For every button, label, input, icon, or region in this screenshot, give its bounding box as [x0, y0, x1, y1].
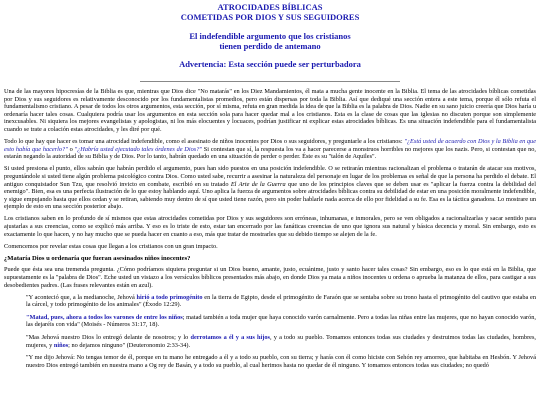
highlight: niños — [53, 341, 69, 349]
text: Todo lo que hay que hacer es tomar una atrocidad indefendible, como el asesinato de niños inocentes por Dios o sus seguidores, y preguntarle a los cristianos: — [4, 138, 405, 146]
text: Si usted presiona el punto, ellos sabrán que habrán perdido el argumento, pues han sido puestos en una posición indefendible. O se retirarán mientras racionalizan el problema o tratarán de atacar sus motivos, preguntándole si usted tiene algún problema psicológico contra Dios. Como usted sabe, recurrir a asesinar la naturaleza del personaje en lugar de los problemas es señal de que la persona ha perdido el debate. El antiguo conquistador Sun Tzu, que resolvió invicto en combate, escribió en su tratado — [4, 165, 536, 188]
text: en la tierra de Egipto, desde el primogénito de Faraón que se sentaba sobre su trono hasta el primogénito del cautivo que estaba en la cárcel, y todo primogénito de los animales" (Éxodo 12:29). — [26, 293, 536, 309]
paragraph-4: Los cristianos saben en lo profundo de sí mismos que estas atrocidades cometidas por Dios y sus seguidores son erróneas, inhumanas, e inmorales, pero se ven obligados a racionalizarlas y sacar sentido para ajustarlas a sus creencias, como se explicó más arriba. Y eso es lo triste de esto, estar tan encerrado por las fanáticas creencias de uno que ignora sus natural y básica decencia y moral. Sin embargo, esto es exactamente lo que hacen, y no hay mucho que se pueda hacer en cuanto a eso, más que tratar de mostrarles que su debido tiempo se alejen de la fe. — [4, 215, 536, 238]
bible-quote-2 — [26, 314, 536, 329]
intro-paragraph: Una de las mayores hipocresías de la Biblia es que, mientras que Dios dice "No matarás" en los Diez Mandamientos, él mata a mucha gente inocente en la Biblia. El tema de las atrocidades bíblicas cometidas por Dios y sus seguidores es relativamente desconocido por los fundamentalistas promedios, pero están dispersas por toda la Biblia. Así que dediqué una sección entera a este tema, porque él sólo refuta el fundamentalismo cristiano. A pesar de todos los otros argumentos, esta sección, por sí misma, refuta en gran medida la idea de que la Biblia es la palabra de Dios. Nadie en su sano juicio creería que Dios haría u ordenaría hacer tales cosas. Cualquiera podría usar los argumentos en esta sección sola para hacer quedar mal a los cristianos. Esta es la clase de cosas que las iglesias no discuten porque son simplemente inexcusables. Ni siquiera los mejores evangelistas y apologistas, ni los más elocuentes y locuaces, podrían justificar ni explicar estas atrocidades bíblicas. Es una situación indefendible para el fundamentalista cuando se trate a colación estas atrocidades, y les diré por qué. — [4, 88, 536, 133]
text: "Mas Jehová nuestro Dios lo entregó delante de nosotros; y lo — [26, 334, 191, 342]
book-title: El Arte de la Guerra — [230, 180, 286, 188]
page-title: ATROCIDADES BÍBLICAS — [217, 2, 323, 12]
bible-quote-3 — [26, 334, 536, 349]
page-title-line2: COMETIDAS POR DIOS Y SUS SEGUIDORES — [180, 12, 360, 22]
divider — [140, 81, 400, 82]
question-2: "¿Habría usted ejecutado tales órdenes de Dios?" — [74, 145, 202, 153]
question-1: "¿Está usted de acuerdo con Dios y la Biblia en que esto había que hacerlo?" — [4, 138, 536, 153]
subtitle: El indefendible argumento que los cristianos — [189, 31, 351, 41]
paragraph-5: Comencemos por revelar estas cosas que llegan a los cristianos con un gran impacto. — [4, 242, 218, 250]
highlight: "Matad, pues, ahora a todos los varones de entre los niños — [26, 313, 183, 321]
text: Si contestan que sí, la respuesta los va a hacer parecerse a monstruos horribles no mejores que los nazis. Pero, si contestan que no, estarán negando la autoridad de su Biblia y de Dios. Por lo tanto, habrán quedado en una situación de perder o perder. Éste es su "talón de Aquiles". — [4, 145, 536, 161]
text: ; no dejamos ninguno" (Deuteronomio 2:33-34). — [68, 341, 191, 349]
warning-text: Advertencia: Esta sección puede ser perturbadora — [179, 59, 361, 69]
highlight: hirió a todo primogénito — [136, 293, 203, 301]
text: ; matad también a toda mujer que haya conocido varón carnalmente. Pero a todas las niñas entre las mujeres, que no hayan conocido varón, las dejaréis con vida" (Moisés - Números 31:17, 18). — [26, 313, 536, 329]
text: que uno de los principios claves que se deben usar es "aplicar la fuerza contra la debilidad del enemigo". Bien, esa es una perfecta ilustración de lo que estoy hablando aquí. Uno aplica la fuerza de argumentos sobre atrocidades bíblicas contra su debilidad de estar en una posición moralmente indefendible, y sigue empujando hasta que ellos cedan y se retiran, sabiendo muy dentro de sí que usted tiene razón, pero sin poder hablarle nada acerca de ello por fidelidad a su fe. Esa es la táctica ganadora. Lo mostrare un ejemplo de esto en una sección posterior abajo. — [4, 180, 536, 211]
section-heading: ¿Mataría Dios u ordenaría que fueran asesinados niños inocentes? — [4, 254, 191, 262]
bible-quote-1 — [26, 294, 536, 309]
paragraph-6: Puede que ésta sea una tremenda pregunta. ¿Cómo podríamos siquiera preguntar si un Dios bueno, amante, justo, ecuánime, justo y santo hacer tales cosas? Sin embargo, eso es lo que está en la Biblia, que supuestamente es la "palabra de Dios". Eche usted un vistazo a los versículos bíblicos presentados más abajo, en donde Dios ya mata a niños inocentes u ordena o aprueba la matanza de ellos, para castigar a sus desobedientes padres. (Las frases relevantes están en azul). — [4, 266, 536, 289]
subtitle-line2: tienen perdido de antemano — [219, 41, 321, 51]
paragraph-3 — [4, 165, 536, 211]
highlight: derrotamos a él y a sus hijos — [190, 334, 270, 342]
bible-quote-4: "Y me dijo Jehová: No tengas temor de él, porque en tu mano he entregado a él y a todo su pueblo, con su tierra; y harás con él como hiciste con Sehón rey amorreo, que habitaba en Hesbón. Y Jehová nuestro Dios entregó también en nuestra mano a Og rey de Basán, y a todo su pueblo, al cual herimos hasta no quedar de él ninguno. Y tomamos entonces todas sus ciudades; no quedó — [26, 354, 536, 369]
paragraph-2 — [4, 138, 536, 161]
text: , y a todo su pueblo. Tomamos entonces todas sus ciudades y destruimos todas las ciudades, hombres, mujeres, y — [26, 334, 536, 349]
text: "Y aconteció que, a la medianoche, Jehová — [26, 293, 137, 301]
text: o — [67, 145, 75, 153]
